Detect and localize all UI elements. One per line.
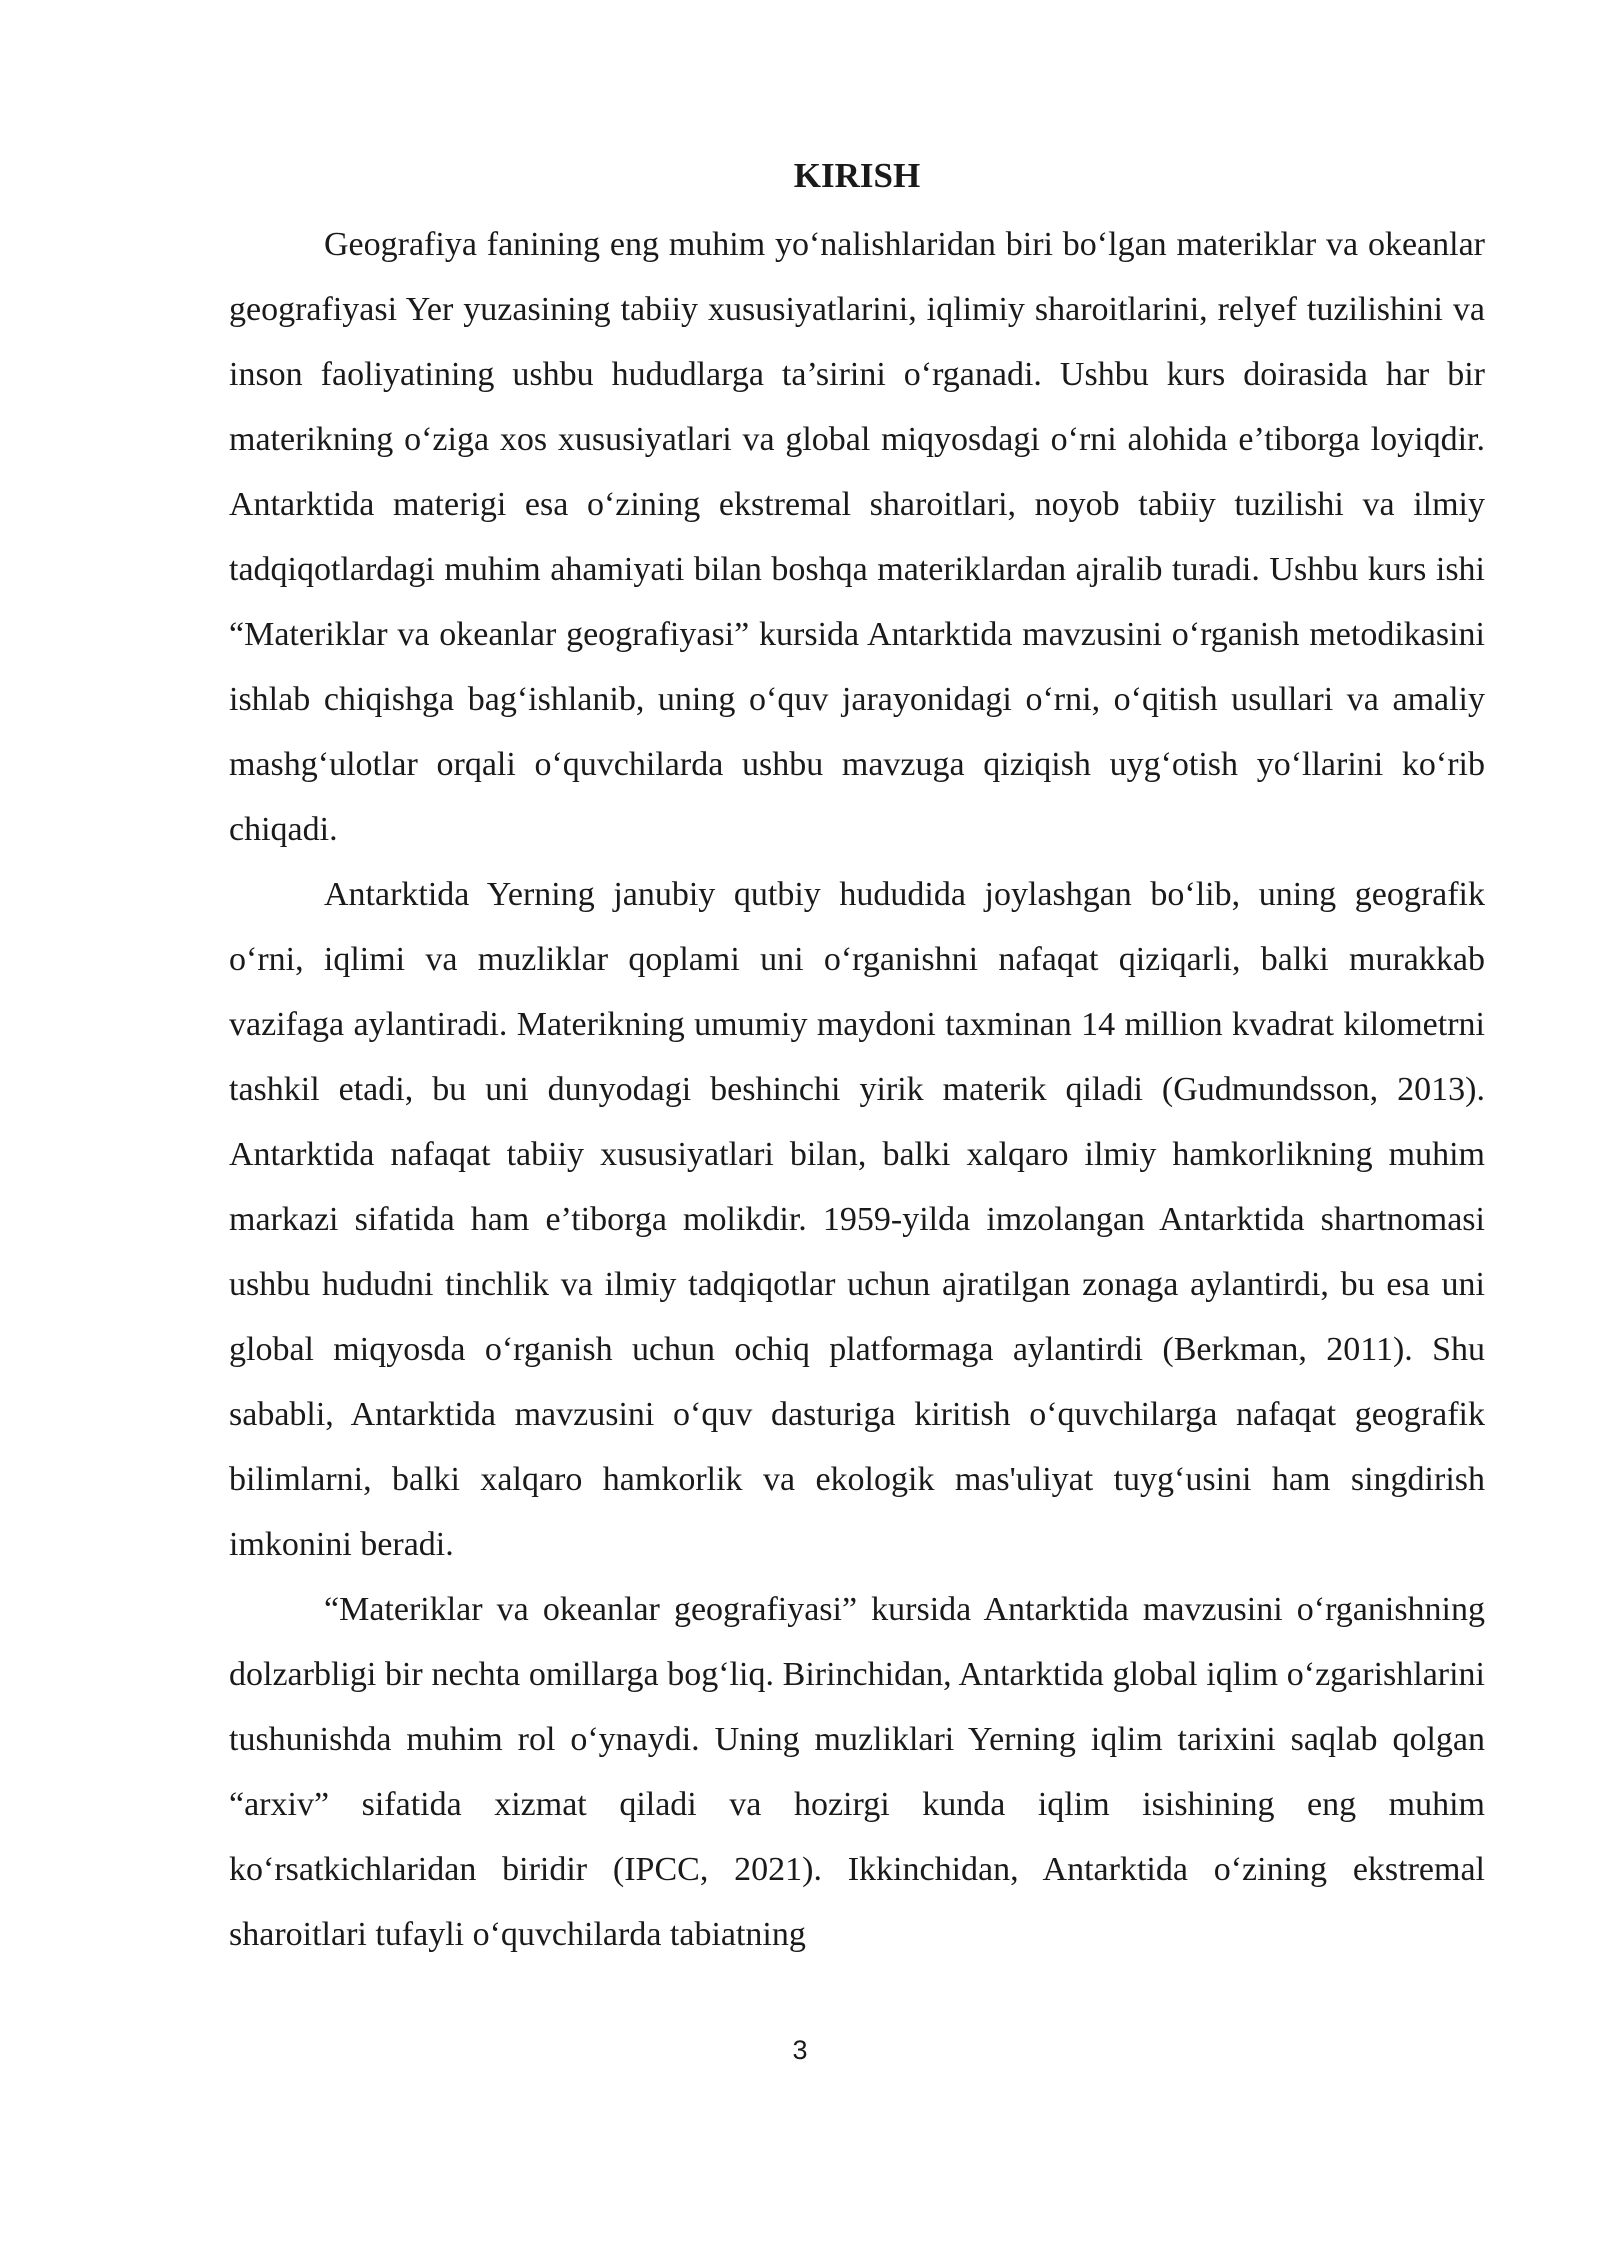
paragraph-2: Antarktida Yerning janubiy qutbiy hududida joylashgan bo‘lib, uning geografik o‘rni, iqlimi va muzliklar qoplami uni o‘rganishni nafaqat qiziqarli, balki murakkab vazifaga aylantiradi. Materikning umumiy maydoni taxminan 14 million kvadrat kilometrni tashkil etadi, bu uni dunyodagi beshinchi yirik materik qiladi (Gudmundsson, 2013). Antarktida nafaqat tabiiy xususiyatlari bilan, balki xalqaro ilmiy hamkorlikning muhim markazi sifatida ham e’tiborga molikdir. 1959-yilda imzolangan Antarktida shartnomasi ushbu hududni tinchlik va ilmiy tadqiqotlar uchun ajratilgan zonaga aylantirdi, bu esa uni global miqyosda o‘rganish uchun ochiq platformaga aylantirdi (Berkman, 2011). Shu sababli, Antarktida mavzusini o‘quv dasturiga kiritish o‘quvchilarga nafaqat geografik bilimlarni, balki xalqaro hamkorlik va ekologik mas'uliyat tuyg‘usini ham singdirish imkonini beradi.: [229, 876, 1485, 1563]
page-content: [229, 148, 1485, 1967]
paragraph-3: “Materiklar va okeanlar geografiyasi” kursida Antarktida mavzusini o‘rganishning dolzarbligi bir nechta omillarga bog‘liq. Birinchidan, Antarktida global iqlim o‘zgarishlarini tushunishda muhim rol o‘ynaydi. Uning muzliklari Yerning iqlim tarixini saqlab qolgan “arxiv” sifatida xizmat qiladi va hozirgi kunda iqlim isishining eng muhim ko‘rsatkichlaridan biridir (IPCC, 2021). Ikkinchidan, Antarktida o‘zining ekstremal sharoitlari tufayli o‘quvchilarda tabiatning: [229, 1591, 1485, 1953]
page-number: 3: [792, 2035, 808, 2065]
paragraph-1: Geografiya fanining eng muhim yo‘nalishlaridan biri bo‘lgan materiklar va okeanlar geografiyasi Yer yuzasining tabiiy xususiyatlarini, iqlimiy sharoitlarini, relyef tuzilishini va inson faoliyatining ushbu hududlarga ta’sirini o‘rganadi. Ushbu kurs doirasida har bir materikning o‘ziga xos xususiyatlari va global miqyosdagi o‘rni alohida e’tiborga loyiqdir. Antarktida materigi esa o‘zining ekstremal sharoitlari, noyob tabiiy tuzilishi va ilmiy tadqiqotlardagi muhim ahamiyati bilan boshqa materiklardan ajralib turadi. Ushbu kurs ishi “Materiklar va okeanlar geografiyasi” kursida Antarktida mavzusini o‘rganish metodikasini ishlab chiqishga bag‘ishlanib, uning o‘quv jarayonidagi o‘rni, o‘qitish usullari va amaliy mashg‘ulotlar orqali o‘quvchilarda ushbu mavzuga qiziqish uyg‘otish yo‘llarini ko‘rib chiqadi.: [229, 226, 1485, 848]
section-title: KIRISH: [793, 156, 921, 195]
